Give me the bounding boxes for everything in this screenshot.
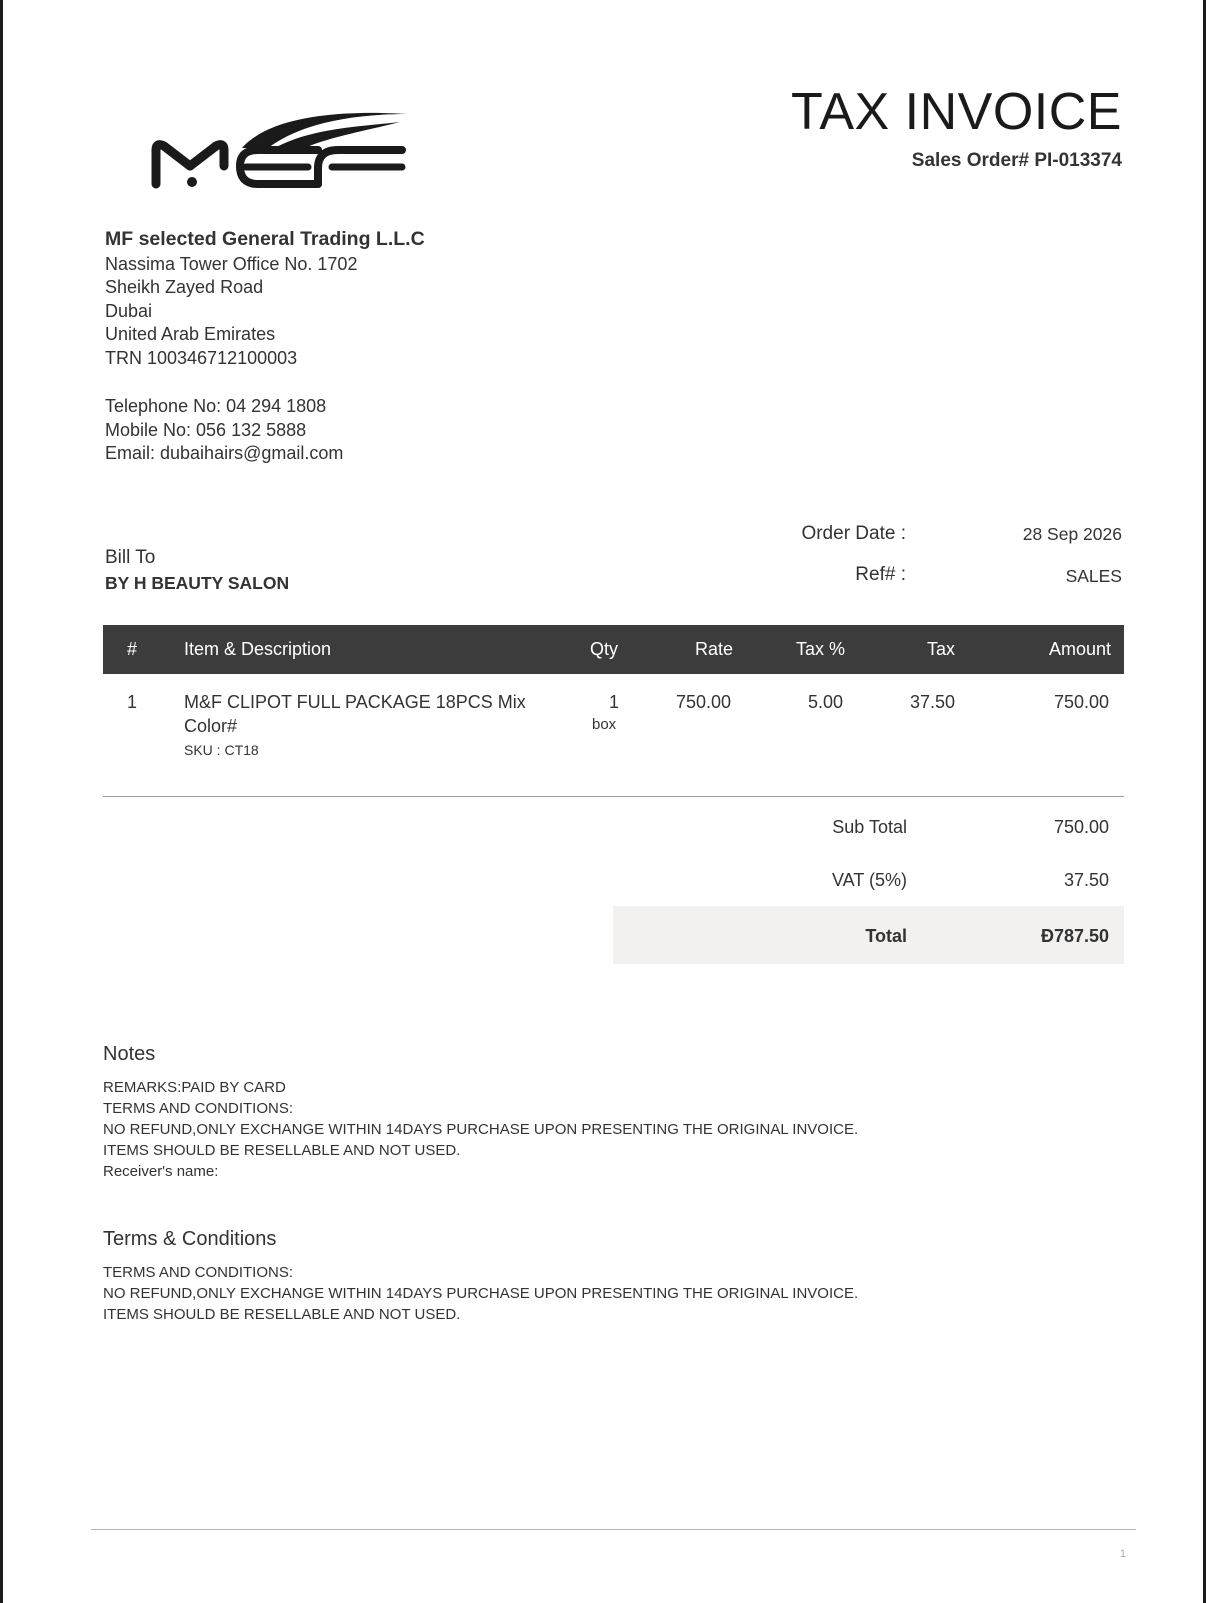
notes-title: Notes	[103, 1043, 156, 1065]
terms-line: NO REFUND,ONLY EXCHANGE WITHIN 14DAYS PURCHASE UPON PRESENTING THE ORIGINAL INVOICE.	[103, 1285, 859, 1302]
notes-body	[103, 1077, 858, 1182]
company-name: MF selected General Trading L.L.C	[105, 228, 425, 250]
terms-body	[103, 1262, 858, 1325]
document-title: TAX INVOICE	[790, 83, 1122, 141]
col-header-qty: Qty	[590, 639, 619, 659]
bill-to-name: BY H BEAUTY SALON	[105, 573, 290, 593]
email: Email: dubaihairs@gmail.com	[105, 443, 344, 463]
col-header-tax: Tax	[927, 639, 956, 659]
footer-divider	[91, 1529, 1136, 1530]
subtotal-value: 750.00	[1053, 817, 1109, 837]
total-value	[1041, 926, 1109, 947]
item-name: M&F CLIPOT FULL PACKAGE 18PCS Mix	[184, 692, 526, 712]
terms-line: ITEMS SHOULD BE RESELLABLE AND NOT USED.	[103, 1306, 461, 1323]
col-header-number: #	[127, 639, 138, 659]
page-number: 1	[1119, 1548, 1126, 1560]
notes-line: ITEMS SHOULD BE RESELLABLE AND NOT USED.	[103, 1142, 461, 1159]
item-sku: SKU : CT18	[184, 742, 259, 758]
notes-line: TERMS AND CONDITIONS:	[103, 1100, 294, 1117]
vat-label: VAT (5%)	[831, 870, 907, 890]
address-line: Dubai	[105, 300, 153, 321]
row-number: 1	[127, 692, 138, 712]
order-date-label: Order Date :	[801, 523, 906, 544]
subtotal-label: Sub Total	[832, 817, 907, 837]
item-amount: 750.00	[1053, 692, 1109, 712]
total-amount: 787.50	[1053, 926, 1109, 946]
table-divider	[103, 796, 1124, 797]
ref-value: SALES	[1065, 566, 1122, 586]
item-qty: 1	[609, 692, 620, 712]
item-unit: box	[592, 716, 617, 733]
terms-line: TERMS AND CONDITIONS:	[103, 1264, 294, 1281]
telephone: Telephone No: 04 294 1808	[105, 396, 327, 416]
col-header-item: Item & Description	[184, 639, 332, 659]
notes-line: REMARKS:PAID BY CARD	[103, 1079, 286, 1096]
ref-label: Ref# :	[855, 564, 906, 585]
trn-number: TRN 100346712100003	[105, 347, 298, 368]
col-header-rate: Rate	[695, 639, 734, 659]
sales-order-number: Sales Order# PI-013374	[911, 150, 1122, 171]
bill-to-label: Bill To	[105, 547, 156, 568]
vat-value: 37.50	[1063, 870, 1109, 890]
order-date-value: 28 Sep 2026	[1022, 524, 1122, 544]
notes-line: NO REFUND,ONLY EXCHANGE WITHIN 14DAYS PURCHASE UPON PRESENTING THE ORIGINAL INVOICE.	[103, 1121, 859, 1138]
mobile: Mobile No: 056 132 5888	[105, 419, 307, 440]
item-tax-percent: 5.00	[808, 692, 844, 712]
address-line: Nassima Tower Office No. 1702	[105, 253, 358, 274]
item-name-continued: Color#	[184, 716, 238, 736]
col-header-amount: Amount	[1048, 639, 1111, 659]
address-line: Sheikh Zayed Road	[105, 277, 264, 297]
address-line: United Arab Emirates	[105, 324, 276, 344]
col-header-tax-percent: Tax %	[796, 639, 846, 659]
notes-line: Receiver's name:	[103, 1163, 219, 1180]
company-address-block	[105, 228, 425, 370]
currency-symbol: Đ	[1040, 926, 1054, 946]
items-table-header	[103, 625, 1124, 674]
item-rate: 750.00	[676, 692, 732, 712]
total-label: Total	[865, 926, 907, 946]
terms-title: Terms & Conditions	[103, 1228, 277, 1250]
company-logo	[150, 108, 420, 196]
company-contact-block	[105, 395, 343, 466]
item-tax: 37.50	[910, 692, 956, 712]
